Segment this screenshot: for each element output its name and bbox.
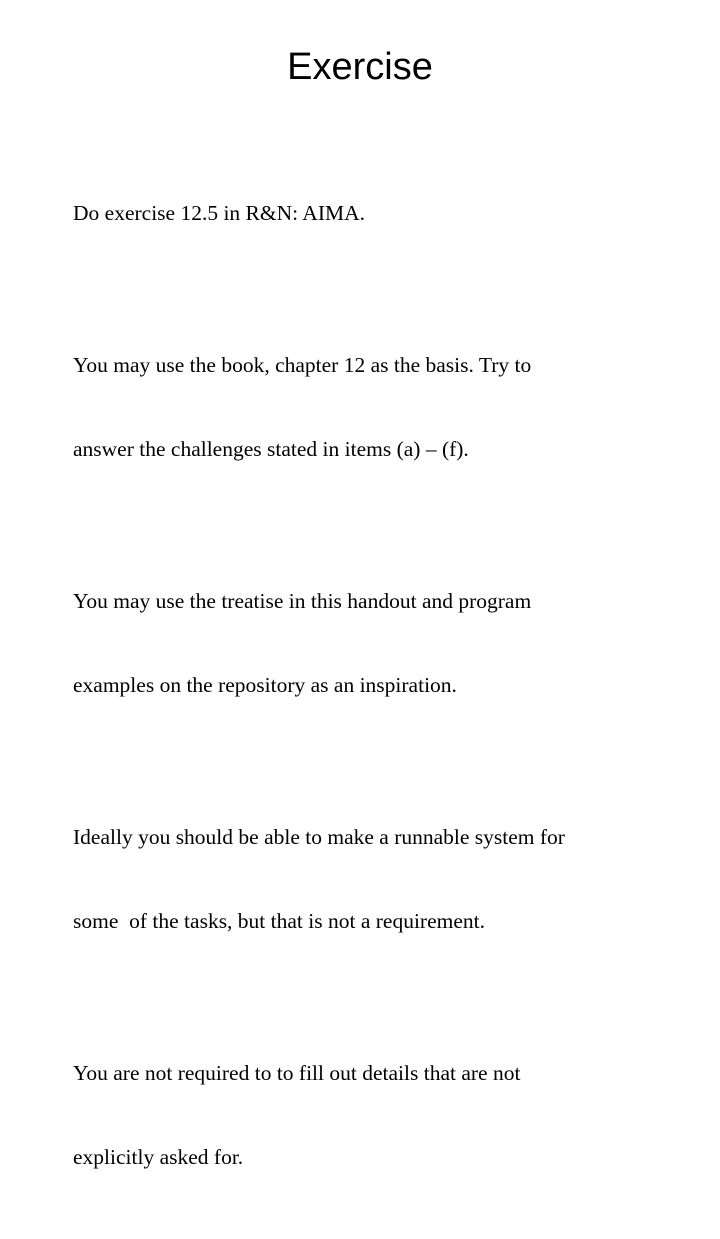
text-line: You are not required to to fill out details that are not	[73, 1061, 521, 1085]
slide-body	[73, 143, 673, 1239]
paragraph-runnable-system	[73, 767, 673, 991]
text-line: answer the challenges stated in items (a) – (f).	[73, 437, 469, 461]
text-line: examples on the repository as an inspiration.	[73, 673, 457, 697]
text-line: Ideally you should be able to make a runnable system for	[73, 825, 565, 849]
paragraph-book	[73, 295, 673, 519]
paragraph-exercise	[73, 143, 673, 283]
text-line: You may use the treatise in this handout and program	[73, 589, 532, 613]
text-line: explicitly asked for.	[73, 1145, 244, 1169]
slide-title: Exercise	[287, 46, 433, 88]
paragraph-treatise	[73, 531, 673, 755]
paragraph-details	[73, 1003, 673, 1227]
text-line: some of the tasks, but that is not a requirement.	[73, 909, 485, 933]
text-line: You may use the book, chapter 12 as the basis. Try to	[73, 353, 532, 377]
text-line: Do exercise 12.5 in R&N: AIMA.	[73, 201, 366, 225]
